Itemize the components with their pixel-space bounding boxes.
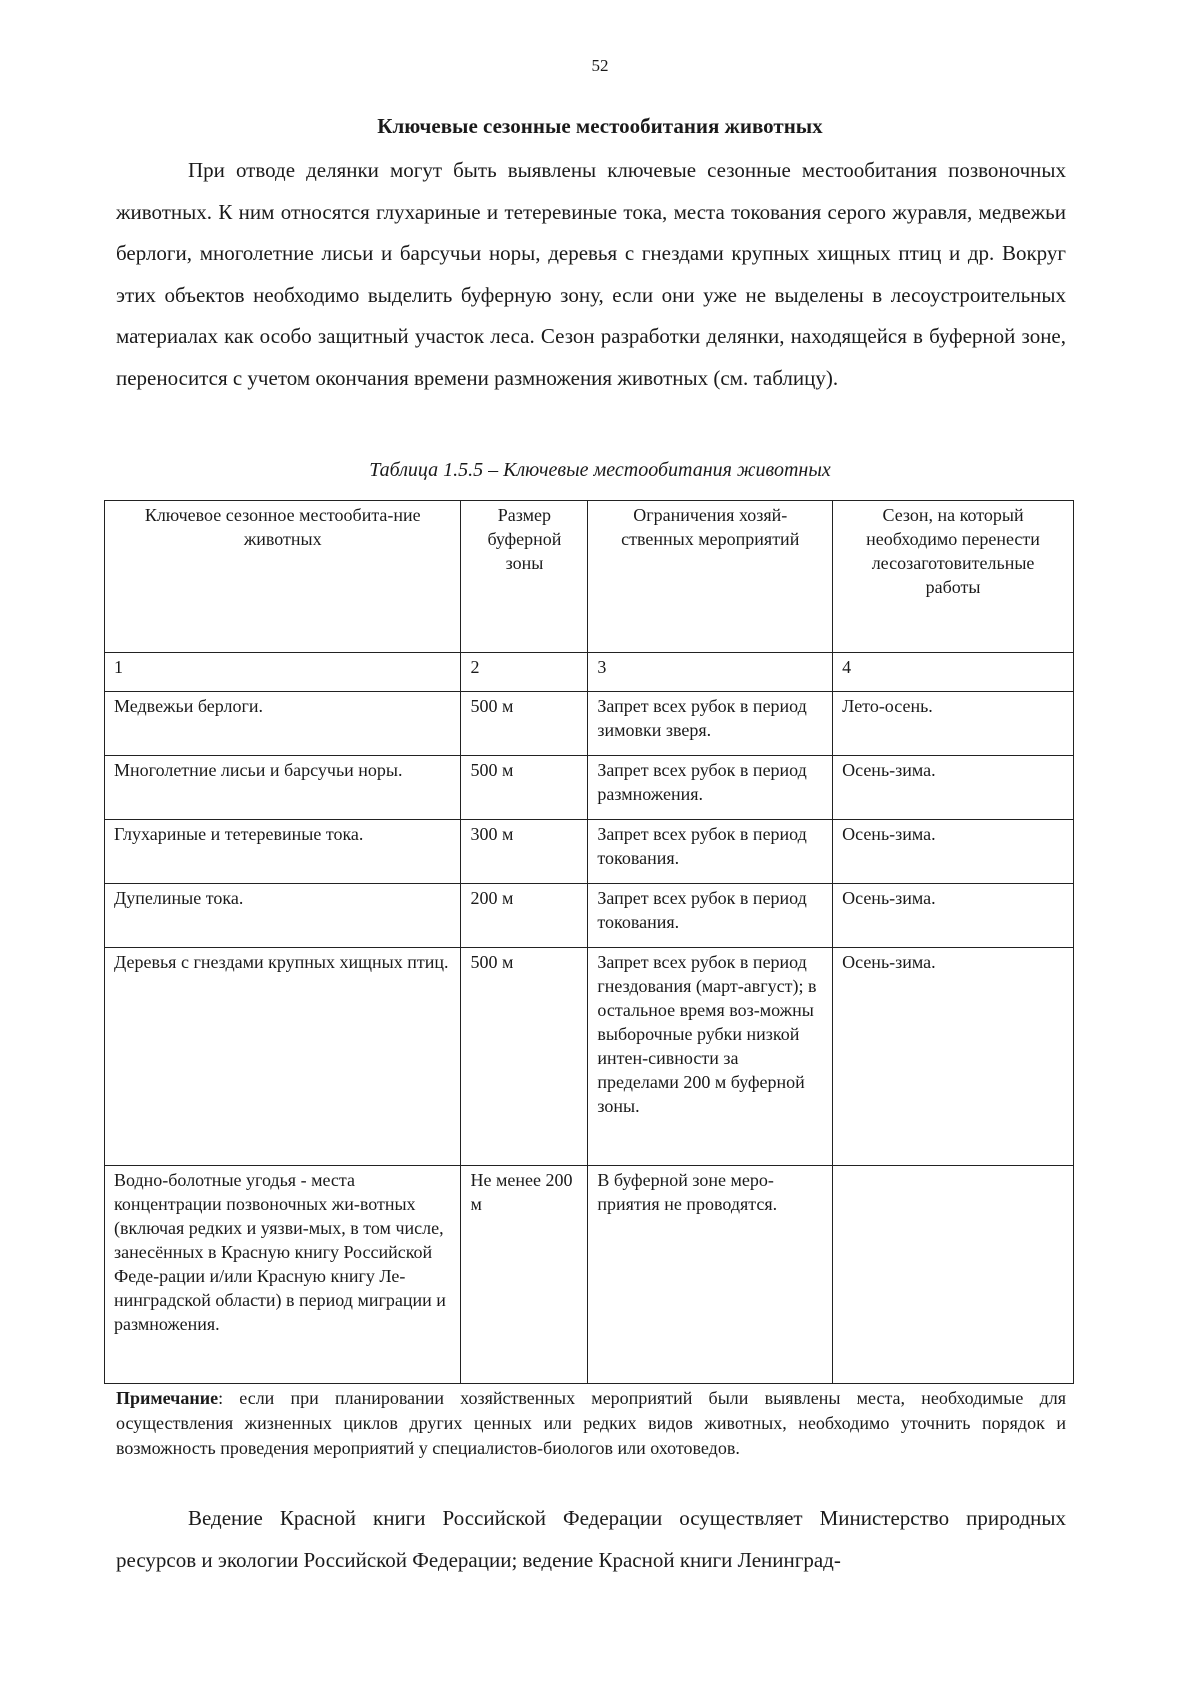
restriction-cell: Запрет всех рубок в период гнездования (март-август); в остальное время воз-можны выборочные рубки низкой интен-сивности за пределами 200 м буферной зоны. xyxy=(588,948,833,1166)
habitat-cell: Водно-болотные угодья - места концентрации позвоночных жи-вотных (включая редких и уязви-мых, в том числе, занесённых в Красную книгу Российской Феде-рации и/или Красную книгу Ле-нинградской области) в период миграции и размножения. xyxy=(105,1166,461,1384)
column-number: 3 xyxy=(588,653,833,692)
header-restriction: Ограничения хозяй-ственных мероприятий xyxy=(588,501,833,653)
header-habitat: Ключевое сезонное местообита-ние животных xyxy=(105,501,461,653)
buffer-cell: 500 м xyxy=(461,692,588,756)
season-cell: Осень-зима. xyxy=(833,884,1074,948)
table-row xyxy=(105,756,1074,820)
season-cell: Осень-зима. xyxy=(833,820,1074,884)
habitat-cell: Глухариные и тетеревиные тока. xyxy=(105,820,461,884)
restriction-cell: Запрет всех рубок в период размножения. xyxy=(588,756,833,820)
note-text: : если при планировании хозяйственных мероприятий были выявлены места, необходимые для осуществления жизненных циклов других ценных или редких видов животных, необходимо уточнить порядок и возможность проведения мероприятий у специалистов-биологов или охотоведов. xyxy=(116,1388,1066,1458)
page-number: 52 xyxy=(591,56,609,75)
table-row xyxy=(105,692,1074,756)
column-number: 4 xyxy=(833,653,1074,692)
buffer-cell: Не менее 200 м xyxy=(461,1166,588,1384)
habitat-cell: Деревья с гнездами крупных хищных птиц. xyxy=(105,948,461,1166)
habitat-table xyxy=(104,500,1074,1384)
table-row xyxy=(105,884,1074,948)
restriction-cell: В буферной зоне меро-приятия не проводятся. xyxy=(588,1166,833,1384)
table-caption: Таблица 1.5.5 – Ключевые местообитания животных xyxy=(369,459,831,481)
header-buffer: Размер буферной зоны xyxy=(461,501,588,653)
season-cell: Осень-зима. xyxy=(833,948,1074,1166)
buffer-cell: 300 м xyxy=(461,820,588,884)
table-number-row xyxy=(105,653,1074,692)
restriction-cell: Запрет всех рубок в период токования. xyxy=(588,820,833,884)
column-number: 1 xyxy=(105,653,461,692)
table-row xyxy=(105,820,1074,884)
table-note xyxy=(116,1386,1066,1461)
habitat-cell: Дупелиные тока. xyxy=(105,884,461,948)
season-cell: Лето-осень. xyxy=(833,692,1074,756)
column-number: 2 xyxy=(461,653,588,692)
table-row xyxy=(105,1166,1074,1384)
restriction-cell: Запрет всех рубок в период токования. xyxy=(588,884,833,948)
buffer-cell: 500 м xyxy=(461,948,588,1166)
table-header-row xyxy=(105,501,1074,653)
table-row xyxy=(105,948,1074,1166)
closing-paragraph: Ведение Красной книги Российской Федерации осуществляет Министерство природных ресурсов и экологии Российской Федерации; ведение Красной книги Ленинград- xyxy=(116,1506,1066,1572)
section-heading: Ключевые сезонные местообитания животных xyxy=(377,114,823,138)
season-cell xyxy=(833,1166,1074,1384)
habitat-cell: Медвежьи берлоги. xyxy=(105,692,461,756)
intro-paragraph: При отводе делянки могут быть выявлены ключевые сезонные местообитания позвоночных животных. К ним относятся глухариные и тетеревиные тока, места токования серого журавля, медвежьи берлоги, многолетние лисьи и барсучьи норы, деревья с гнездами крупных хищных птиц и др. Вокруг этих объектов необходимо выделить буферную зону, если они уже не выделены в лесоустроительных материалах как особо защитный участок леса. Сезон разработки делянки, находящейся в буферной зоне, переносится с учетом окончания времени размножения животных (см. таблицу). xyxy=(116,158,1066,390)
header-season: Сезон, на который необходимо перенести лесозаготовительные работы xyxy=(833,501,1074,653)
buffer-cell: 200 м xyxy=(461,884,588,948)
season-cell: Осень-зима. xyxy=(833,756,1074,820)
habitat-cell: Многолетние лисьи и барсучьи норы. xyxy=(105,756,461,820)
restriction-cell: Запрет всех рубок в период зимовки зверя. xyxy=(588,692,833,756)
buffer-cell: 500 м xyxy=(461,756,588,820)
note-label: Примечание xyxy=(116,1388,219,1408)
